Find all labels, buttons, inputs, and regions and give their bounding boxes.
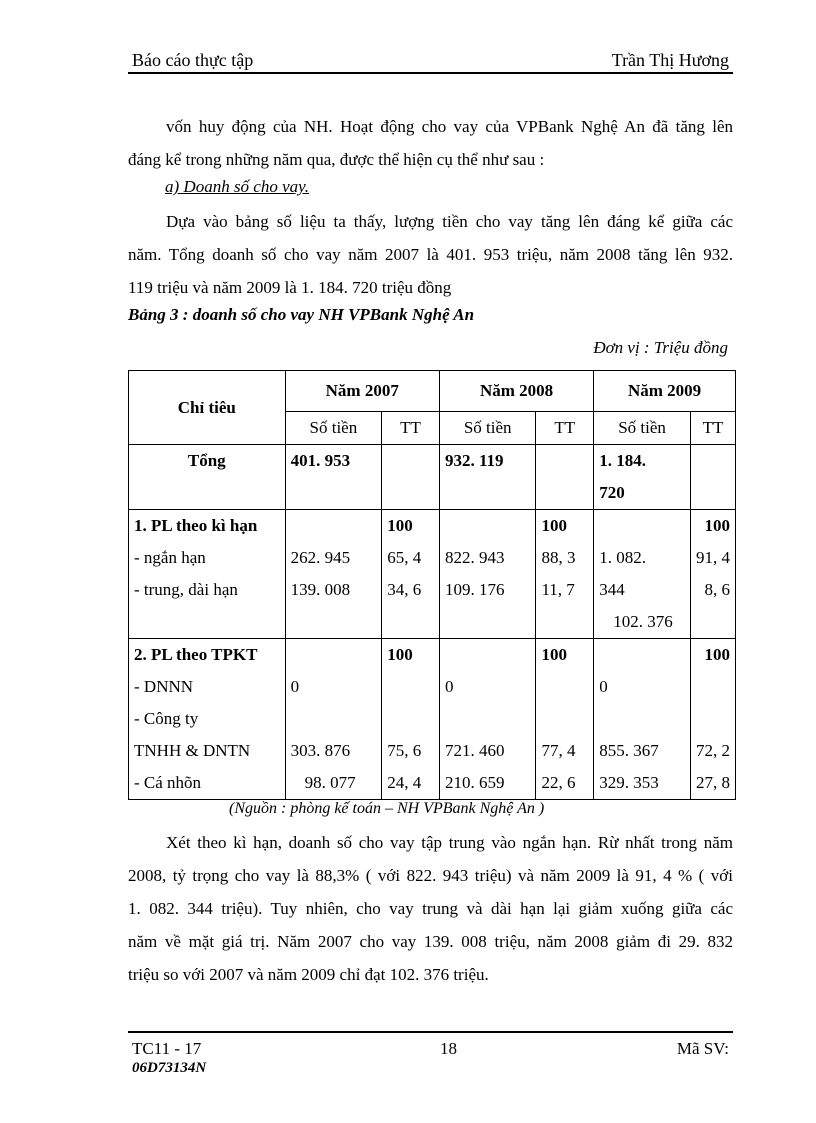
econ-dnnn-label: - DNNN — [134, 677, 194, 696]
term-2008-ratios — [536, 510, 594, 639]
econ-2007-ratios — [382, 639, 440, 800]
term-2009-total-ratio: 100 — [704, 516, 730, 535]
term-2009-ratios — [690, 510, 735, 639]
footer-class-code: TC11 - 17 — [132, 1039, 202, 1058]
term-heading: 1. PL theo kì hạn — [134, 516, 258, 535]
footer-student-id: 06D73134N — [132, 1060, 207, 1076]
text-line: vốn huy động của NH. Hoạt động cho vay của VPBank Nghệ An đã tăng lên — [166, 117, 733, 136]
econ-heading: 2. PL theo TPKT — [134, 645, 258, 664]
econ-2007-dnnn: 0 — [290, 677, 300, 696]
conclusion-paragraph — [128, 826, 733, 991]
loan-table — [128, 370, 736, 800]
term-2007-long: 139. 008 — [290, 580, 351, 599]
footer-student-label: Mã SV: — [676, 1039, 729, 1058]
econ-2007-total-ratio: 100 — [387, 645, 413, 664]
econ-labels — [129, 639, 286, 800]
term-2009-long-ratio: 8, 6 — [704, 580, 730, 599]
econ-2009-dnnn: 0 — [599, 677, 608, 696]
econ-2009-total-ratio: 100 — [704, 645, 730, 664]
econ-2008-individual: 210. 659 — [444, 773, 505, 792]
econ-individual-label: - Cá nhõn — [134, 773, 202, 792]
analysis-paragraph — [128, 205, 733, 304]
intro-paragraph — [128, 110, 733, 176]
table-header-row — [129, 371, 736, 412]
econ-2009-tnhh: 855. 367 — [599, 741, 659, 760]
econ-2009-tnhh-ratio: 72, 2 — [696, 741, 730, 760]
term-2008-long: 109. 176 — [444, 580, 505, 599]
term-2008-long-ratio: 11, 7 — [541, 580, 575, 599]
term-2009-short-part: 1. 082. — [599, 548, 646, 567]
col-header-indicator: Chỉ tiêu — [129, 371, 286, 445]
page-number: 18 — [440, 1039, 457, 1058]
text-line: năm. Tổng doanh số cho vay năm 2007 là 401. 953 triệu, năm 2008 tăng lên 932. — [128, 245, 733, 264]
year-header: Năm 2009 — [594, 371, 736, 412]
term-2008-amounts — [439, 510, 536, 639]
term-2007-total-ratio: 100 — [387, 516, 413, 535]
total-2008: 932. 119 — [439, 445, 536, 510]
econ-2009-amounts — [594, 639, 691, 800]
page-footer — [128, 1031, 733, 1076]
subheader-amount: Số tiền — [439, 412, 536, 445]
term-2007-short: 262. 945 — [290, 548, 351, 567]
subheader-ratio: TT — [382, 412, 440, 445]
econ-2007-individual: 98. 077 — [304, 773, 356, 792]
text-line: Xét theo kì hạn, doanh số cho vay tập trung vào ngắn hạn. Rừ nhất trong năm — [166, 833, 733, 852]
term-2007-short-ratio: 65, 4 — [387, 548, 422, 567]
term-2009-amounts — [594, 510, 691, 639]
total-2009-part: 720 — [599, 483, 625, 502]
text-line: triệu so với 2007 và năm 2009 chỉ đạt 102. 376 triệu. — [128, 965, 489, 984]
text-line: đáng kể trong những năm qua, được thể hiện cụ thể như sau : — [128, 150, 545, 169]
term-2009-short-part: 344 — [599, 580, 625, 599]
total-2009 — [594, 445, 691, 510]
subheader-amount: Số tiền — [594, 412, 691, 445]
econ-2008-dnnn: 0 — [444, 677, 454, 696]
econ-2009-individual-ratio: 27, 8 — [696, 773, 730, 792]
total-label: Tổng — [129, 445, 286, 510]
subheader-ratio: TT — [690, 412, 735, 445]
table-row-total — [129, 445, 736, 510]
text-line: Dựa vào bảng số liệu ta thấy, lượng tiền cho vay tăng lên đáng kể giữa các — [166, 212, 733, 231]
table-row-term — [129, 510, 736, 639]
header-title: Báo cáo thực tập — [132, 50, 254, 70]
term-2009-short-ratio: 91, 4 — [696, 548, 730, 567]
table-title: Bảng 3 : doanh số cho vay NH VPBank Nghệ An — [128, 305, 475, 324]
econ-2007-tnhh: 303. 876 — [290, 741, 351, 760]
term-2007-long-ratio: 34, 6 — [387, 580, 422, 599]
econ-2008-amounts — [439, 639, 536, 800]
econ-2008-tnhh: 721. 460 — [444, 741, 505, 760]
table-source: (Nguồn : phòng kế toán – NH VPBank Nghệ An ) — [229, 800, 545, 817]
total-2009-part: 1. 184. — [599, 451, 646, 470]
text-line: 2008, tỷ trọng cho vay là 88,3% ( với 822. 943 triệu) và năm 2009 là 91, 4 % ( với — [128, 866, 733, 885]
text-line: năm về mặt giá trị. Năm 2007 cho vay 139. 008 triệu, năm 2008 giảm đi 29. 832 — [128, 932, 733, 951]
total-2007-ratio — [382, 445, 440, 510]
econ-company-label: - Công ty — [134, 709, 199, 728]
term-short-label: - ngắn hạn — [134, 548, 206, 567]
table-unit: Đơn vị : Triệu đồng — [593, 338, 728, 357]
term-labels — [129, 510, 286, 639]
header-author: Trần Thị Hương — [611, 50, 729, 70]
text-line: 119 triệu và năm 2009 là 1. 184. 720 triệu đồng — [128, 278, 452, 297]
subheader-amount: Số tiền — [285, 412, 382, 445]
econ-2008-total-ratio: 100 — [541, 645, 567, 664]
econ-2009-ratios — [690, 639, 735, 800]
term-2008-short-ratio: 88, 3 — [541, 548, 576, 567]
term-2007-amounts — [285, 510, 382, 639]
term-long-label: - trung, dài hạn — [134, 580, 238, 599]
table-row-econ — [129, 639, 736, 800]
econ-2007-tnhh-ratio: 75, 6 — [387, 741, 422, 760]
econ-2009-individual: 329. 353 — [599, 773, 659, 792]
total-2008-ratio — [536, 445, 594, 510]
econ-tnhh-label: TNHH & DNTN — [134, 741, 251, 760]
year-header: Năm 2008 — [439, 371, 593, 412]
econ-2007-individual-ratio: 24, 4 — [387, 773, 422, 792]
term-2008-short: 822. 943 — [444, 548, 505, 567]
subheading: a) Doanh số cho vay. — [165, 177, 310, 196]
term-2008-total-ratio: 100 — [541, 516, 567, 535]
term-2009-long: 102. 376 — [613, 612, 673, 631]
econ-2008-tnhh-ratio: 77, 4 — [541, 741, 576, 760]
total-2009-ratio — [690, 445, 735, 510]
econ-2008-ratios — [536, 639, 594, 800]
term-2007-ratios — [382, 510, 440, 639]
page-header — [128, 50, 733, 74]
year-header: Năm 2007 — [285, 371, 439, 412]
subheader-ratio: TT — [536, 412, 594, 445]
econ-2007-amounts — [285, 639, 382, 800]
text-line: 1. 082. 344 triệu). Tuy nhiên, cho vay trung và dài hạn lại giảm xuống giữa các — [128, 899, 733, 918]
total-2007: 401. 953 — [285, 445, 382, 510]
econ-2008-individual-ratio: 22, 6 — [541, 773, 576, 792]
